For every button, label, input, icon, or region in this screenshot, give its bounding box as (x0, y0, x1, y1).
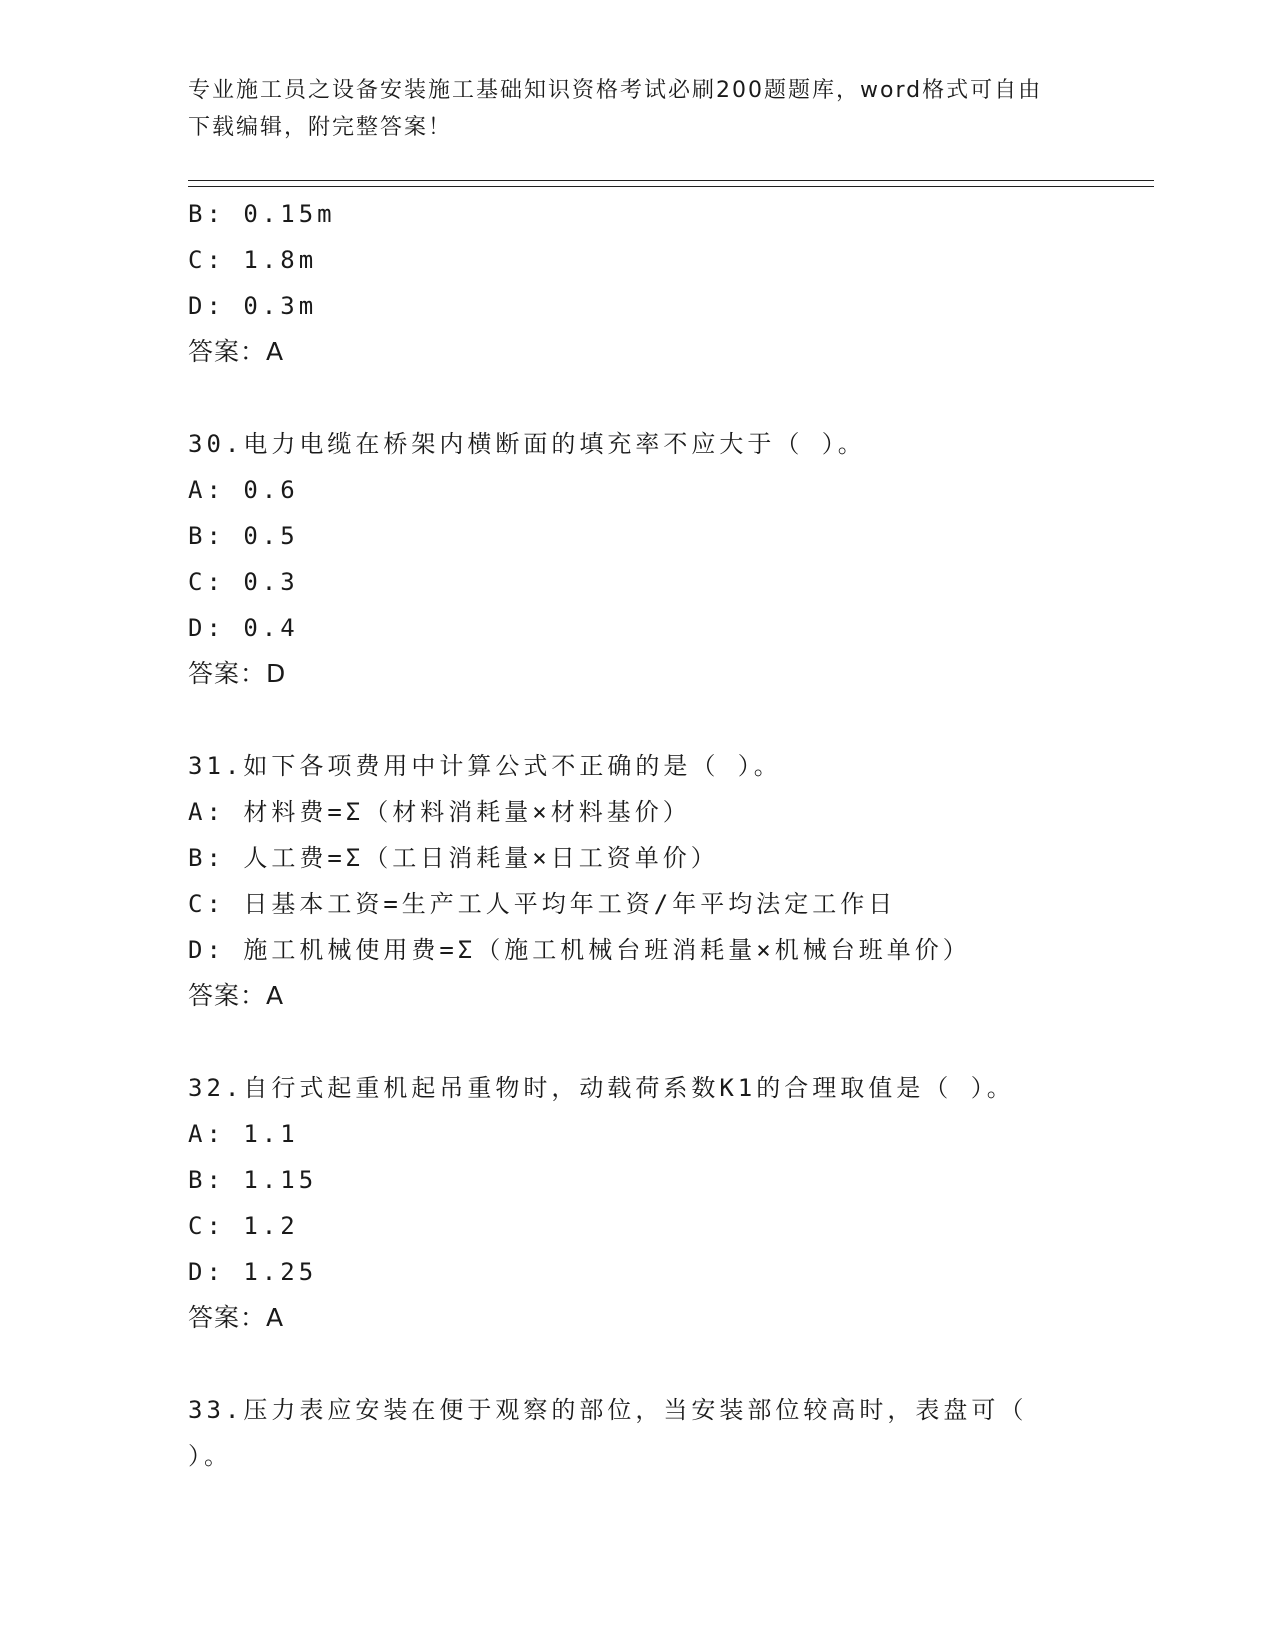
option-d: D: 0.3m (188, 292, 318, 320)
answer-line: 答案：A (188, 1303, 285, 1332)
option-c: C: 0.3 (188, 568, 299, 596)
option-d: D: 1.25 (188, 1258, 318, 1286)
spacer (188, 1341, 1154, 1387)
spacer (188, 375, 1154, 421)
question-text: 32.自行式起重机起吊重物时，动载荷系数K1的合理取值是（ ）。 (188, 1074, 1015, 1102)
question-text: 30.电力电缆在桥架内横断面的填充率不应大于（ ）。 (188, 430, 866, 458)
question-text: 31.如下各项费用中计算公式不正确的是（ ）。 (188, 752, 782, 780)
option-a: A: 0.6 (188, 476, 299, 504)
question-block-33 (188, 1387, 1154, 1479)
option-c: C: 1.2 (188, 1212, 299, 1240)
question-list (188, 191, 1154, 1479)
document-header (188, 72, 1088, 146)
option-a: A: 1.1 (188, 1120, 299, 1148)
question-block-31 (188, 743, 1154, 1019)
answer-line: 答案：D (188, 659, 287, 688)
question-block-32 (188, 1065, 1154, 1341)
header-title-line-1: 专业施工员之设备安装施工基础知识资格考试必刷200题题库，word格式可自由 (188, 78, 1043, 103)
question-text: 33.压力表应安装在便于观察的部位，当安装部位较高时，表盘可（ ）。 (188, 1396, 1028, 1470)
answer-line: 答案：A (188, 981, 285, 1010)
option-c: C: 日基本工资=生产工人平均年工资/年平均法定工作日 (188, 890, 897, 918)
option-b: B: 1.15 (188, 1166, 318, 1194)
option-b: B: 0.15m (188, 200, 336, 228)
header-title-line-2: 下载编辑，附完整答案！ (188, 115, 453, 140)
option-c: C: 1.8m (188, 246, 318, 274)
option-b: B: 0.5 (188, 522, 299, 550)
question-block-30 (188, 421, 1154, 697)
spacer (188, 697, 1154, 743)
header-divider (188, 180, 1154, 187)
answer-line: 答案：A (188, 337, 285, 366)
option-b: B: 人工费=Σ（工日消耗量×日工资单价） (188, 844, 719, 872)
question-block-29 (188, 191, 1154, 375)
option-d: D: 施工机械使用费=Σ（施工机械台班消耗量×机械台班单价） (188, 936, 971, 964)
option-d: D: 0.4 (188, 614, 299, 642)
option-a: A: 材料费=Σ（材料消耗量×材料基价） (188, 798, 691, 826)
spacer (188, 1019, 1154, 1065)
